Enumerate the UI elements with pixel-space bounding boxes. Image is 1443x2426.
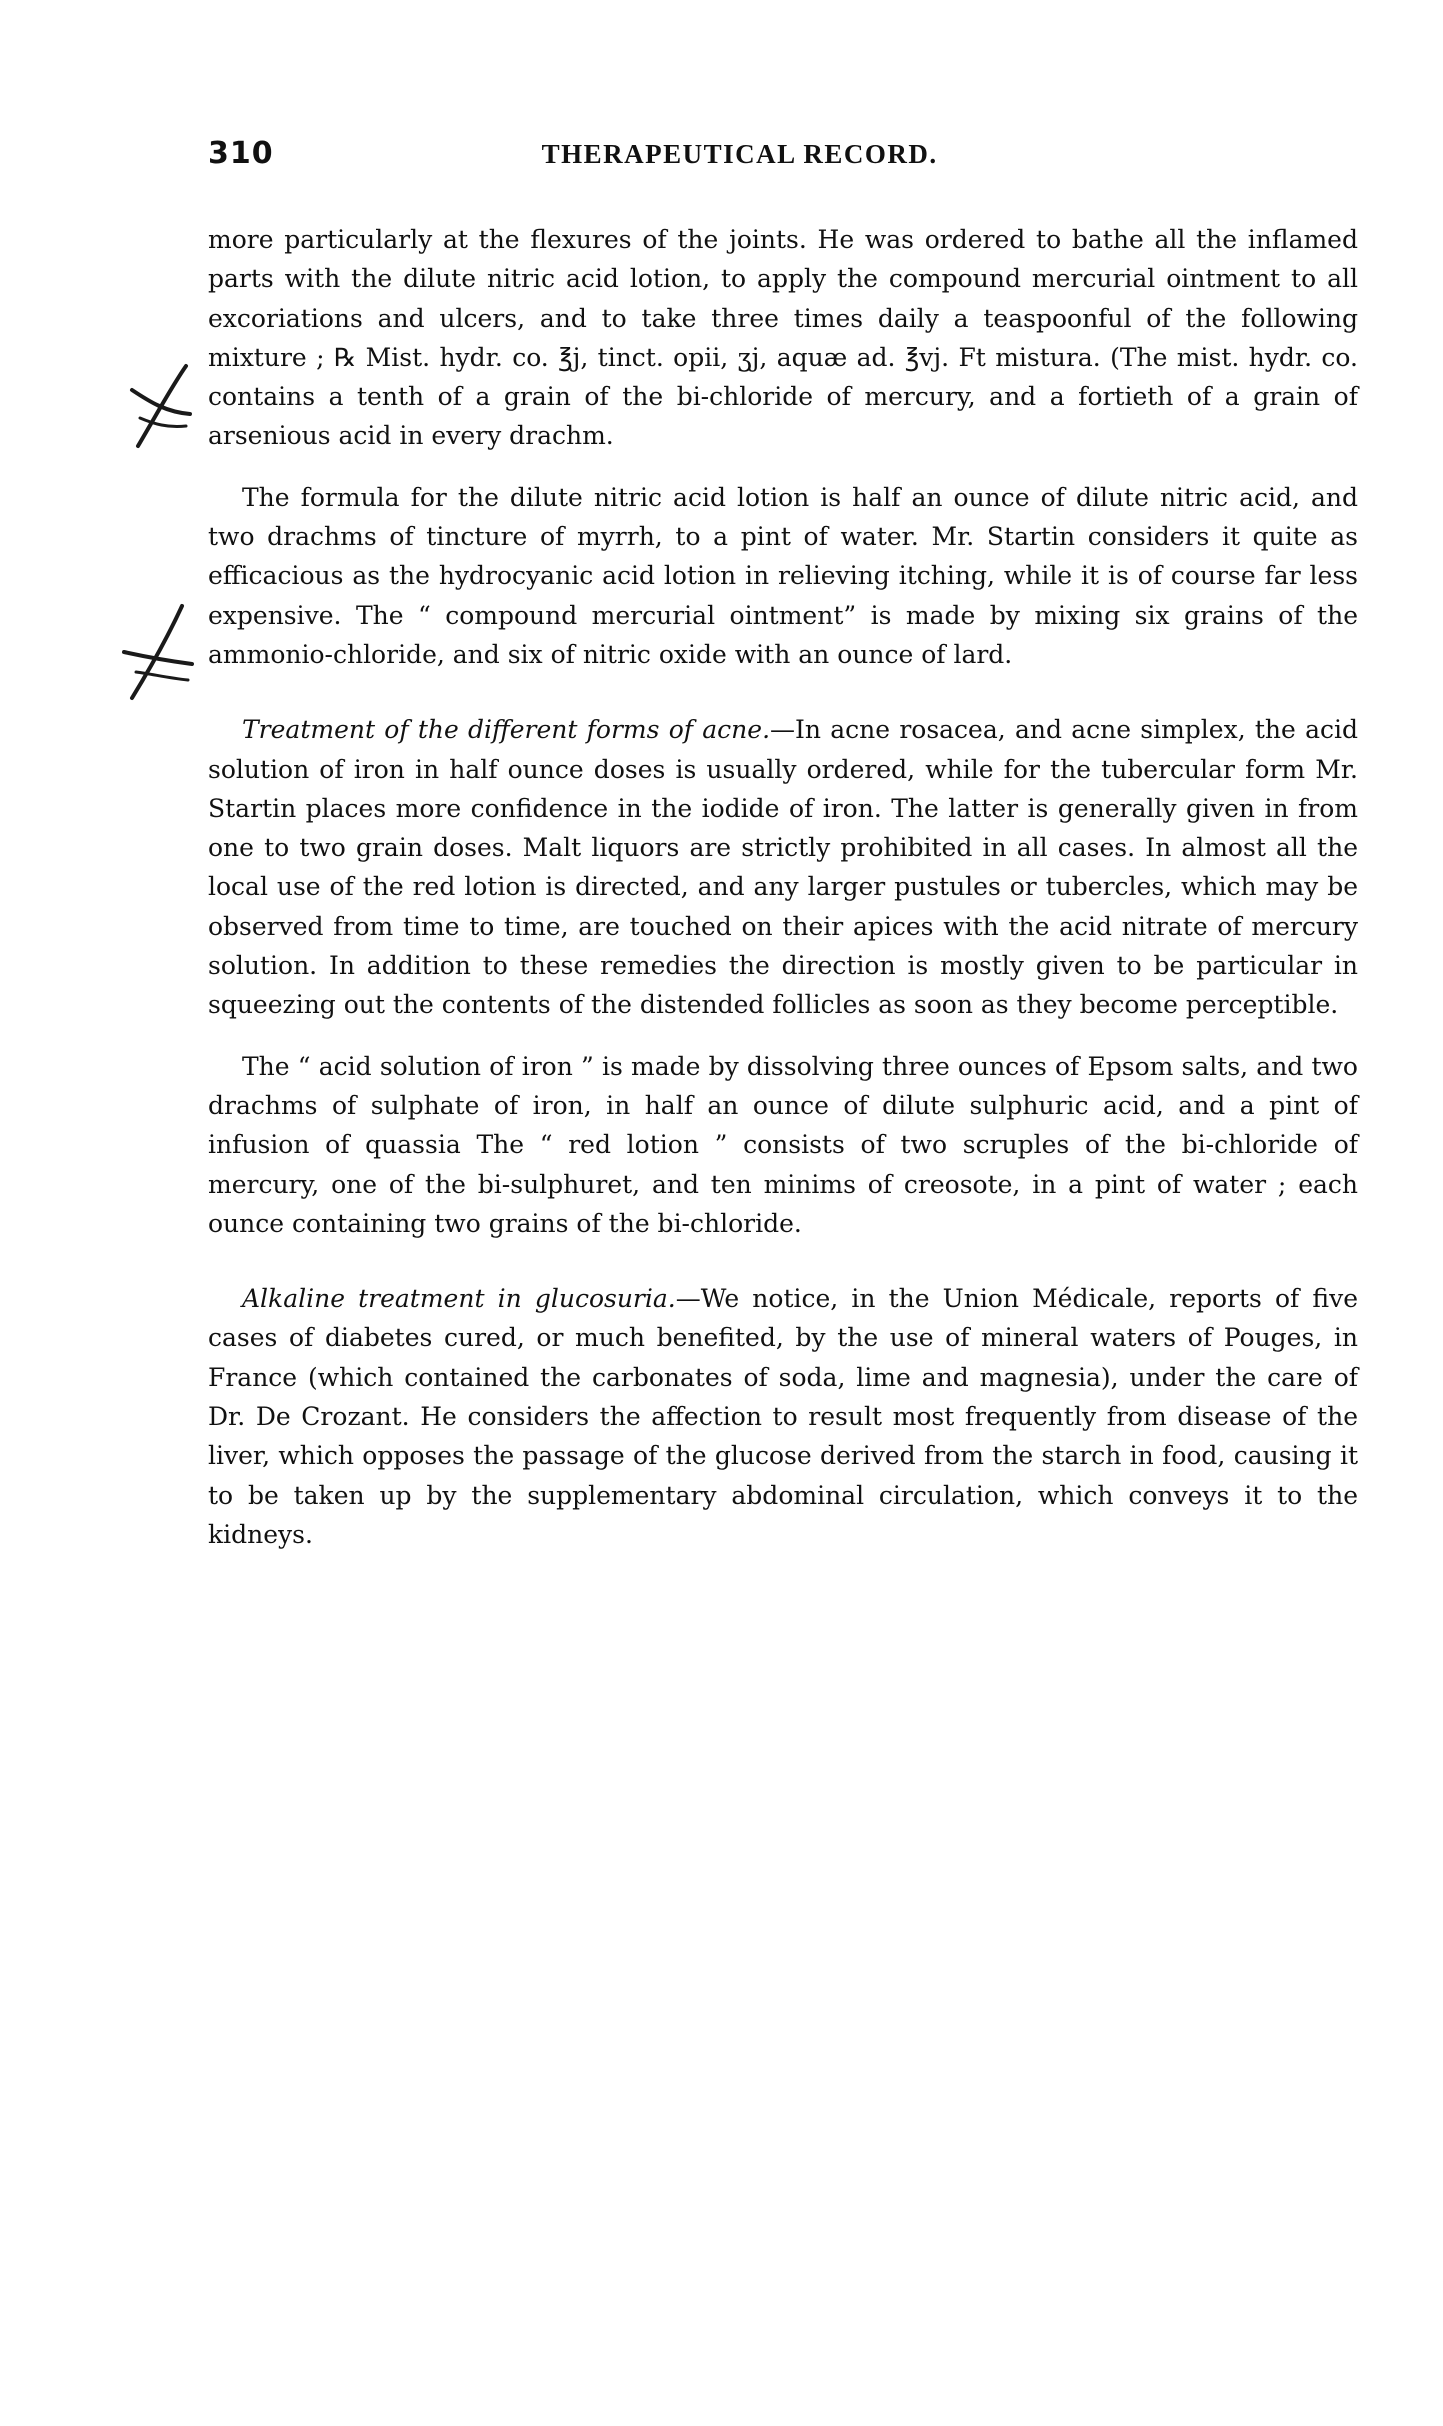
page-header xyxy=(208,136,1360,180)
paragraph-acne-treatment xyxy=(208,710,1358,1024)
handwritten-cross-mark-icon xyxy=(118,602,198,702)
page-number: 310 xyxy=(208,136,274,171)
paragraph-acne-body: —In acne rosacea, and acne simplex, the acid solution of iron in half ounce doses is usually ordered, while for the tubercular form Mr. Startin places more confidence in the iodide of iron. The latter is generally given in from one to two grain doses. Malt liquors are strictly prohibited in all cases. In almost all the local use of the red lotion is directed, and any larger pustules or tubercles, which may be observed from time to time, are touched on their apices with the acid nitrate of mercury solution. In addition to these remedies the direction is mostly given to be particular in squeezing out the contents of the distended follicles as soon as they become perceptible. xyxy=(208,715,1358,1020)
paragraph-continuation: more particularly at the flexures of the joints. He was ordered to bathe all the inflamed parts with the dilute nitric acid lotion, to apply the compound mercurial ointment to all excoriations and ulcers, and to take three times daily a teaspoonful of the following mixture ; ℞ Mist. hydr. co. ℥j, tinct. opii, ʒj, aquæ ad. ℥vj. Ft mistura. (The mist. hydr. co. contains a tenth of a grain of the bi-chloride of mercury, and a fortieth of a grain of arsenious acid in every drachm. xyxy=(208,225,1358,451)
section-heading-glucosuria: Alkaline treatment in glucosuria. xyxy=(242,1284,676,1314)
paragraph-glucosuria xyxy=(208,1279,1358,1554)
body-text xyxy=(208,220,1358,1554)
handwritten-cross-mark-icon xyxy=(128,362,196,450)
paragraph-glucosuria-body: —We notice, in the Union Médicale, reports of five cases of diabetes cured, or much benefited, by the use of mineral waters of Pouges, in France (which contained the carbonates of soda, lime and magnesia), under the care of Dr. De Crozant. He considers the affection to result most frequently from disease of the liver, which opposes the passage of the glucose derived from the starch in food, causing it to be taken up by the supplementary abdominal circulation, which conveys it to the kidneys. xyxy=(208,1284,1359,1549)
section-heading-acne: Treatment of the different forms of acne. xyxy=(242,715,771,745)
paragraph-lotion-formula: The formula for the dilute nitric acid lotion is half an ounce of dilute nitric acid, and two drachms of tincture of myrrh, to a pint of water. Mr. Startin considers it quite as efficacious as the hydrocyanic acid lotion in relieving itching, while it is of course far less expensive. The “ compound mercurial ointment” is made by mixing six grains of the ammonio-chloride, and six of nitric oxide with an ounce of lard. xyxy=(208,482,1358,669)
running-title: THERAPEUTICAL RECORD. xyxy=(541,139,938,169)
paragraph-iron-solution: The “ acid solution of iron ” is made by dissolving three ounces of Epsom salts, and two drachms of sulphate of iron, in half an ounce of dilute sulphuric acid, and a pint of infusion of quassia The “ red lotion ” consists of two scruples of the bi-chloride of mercury, one of the bi-sulphuret, and ten minims of creosote, in a pint of water ; each ounce containing two grains of the bi-chloride. xyxy=(208,1051,1358,1238)
